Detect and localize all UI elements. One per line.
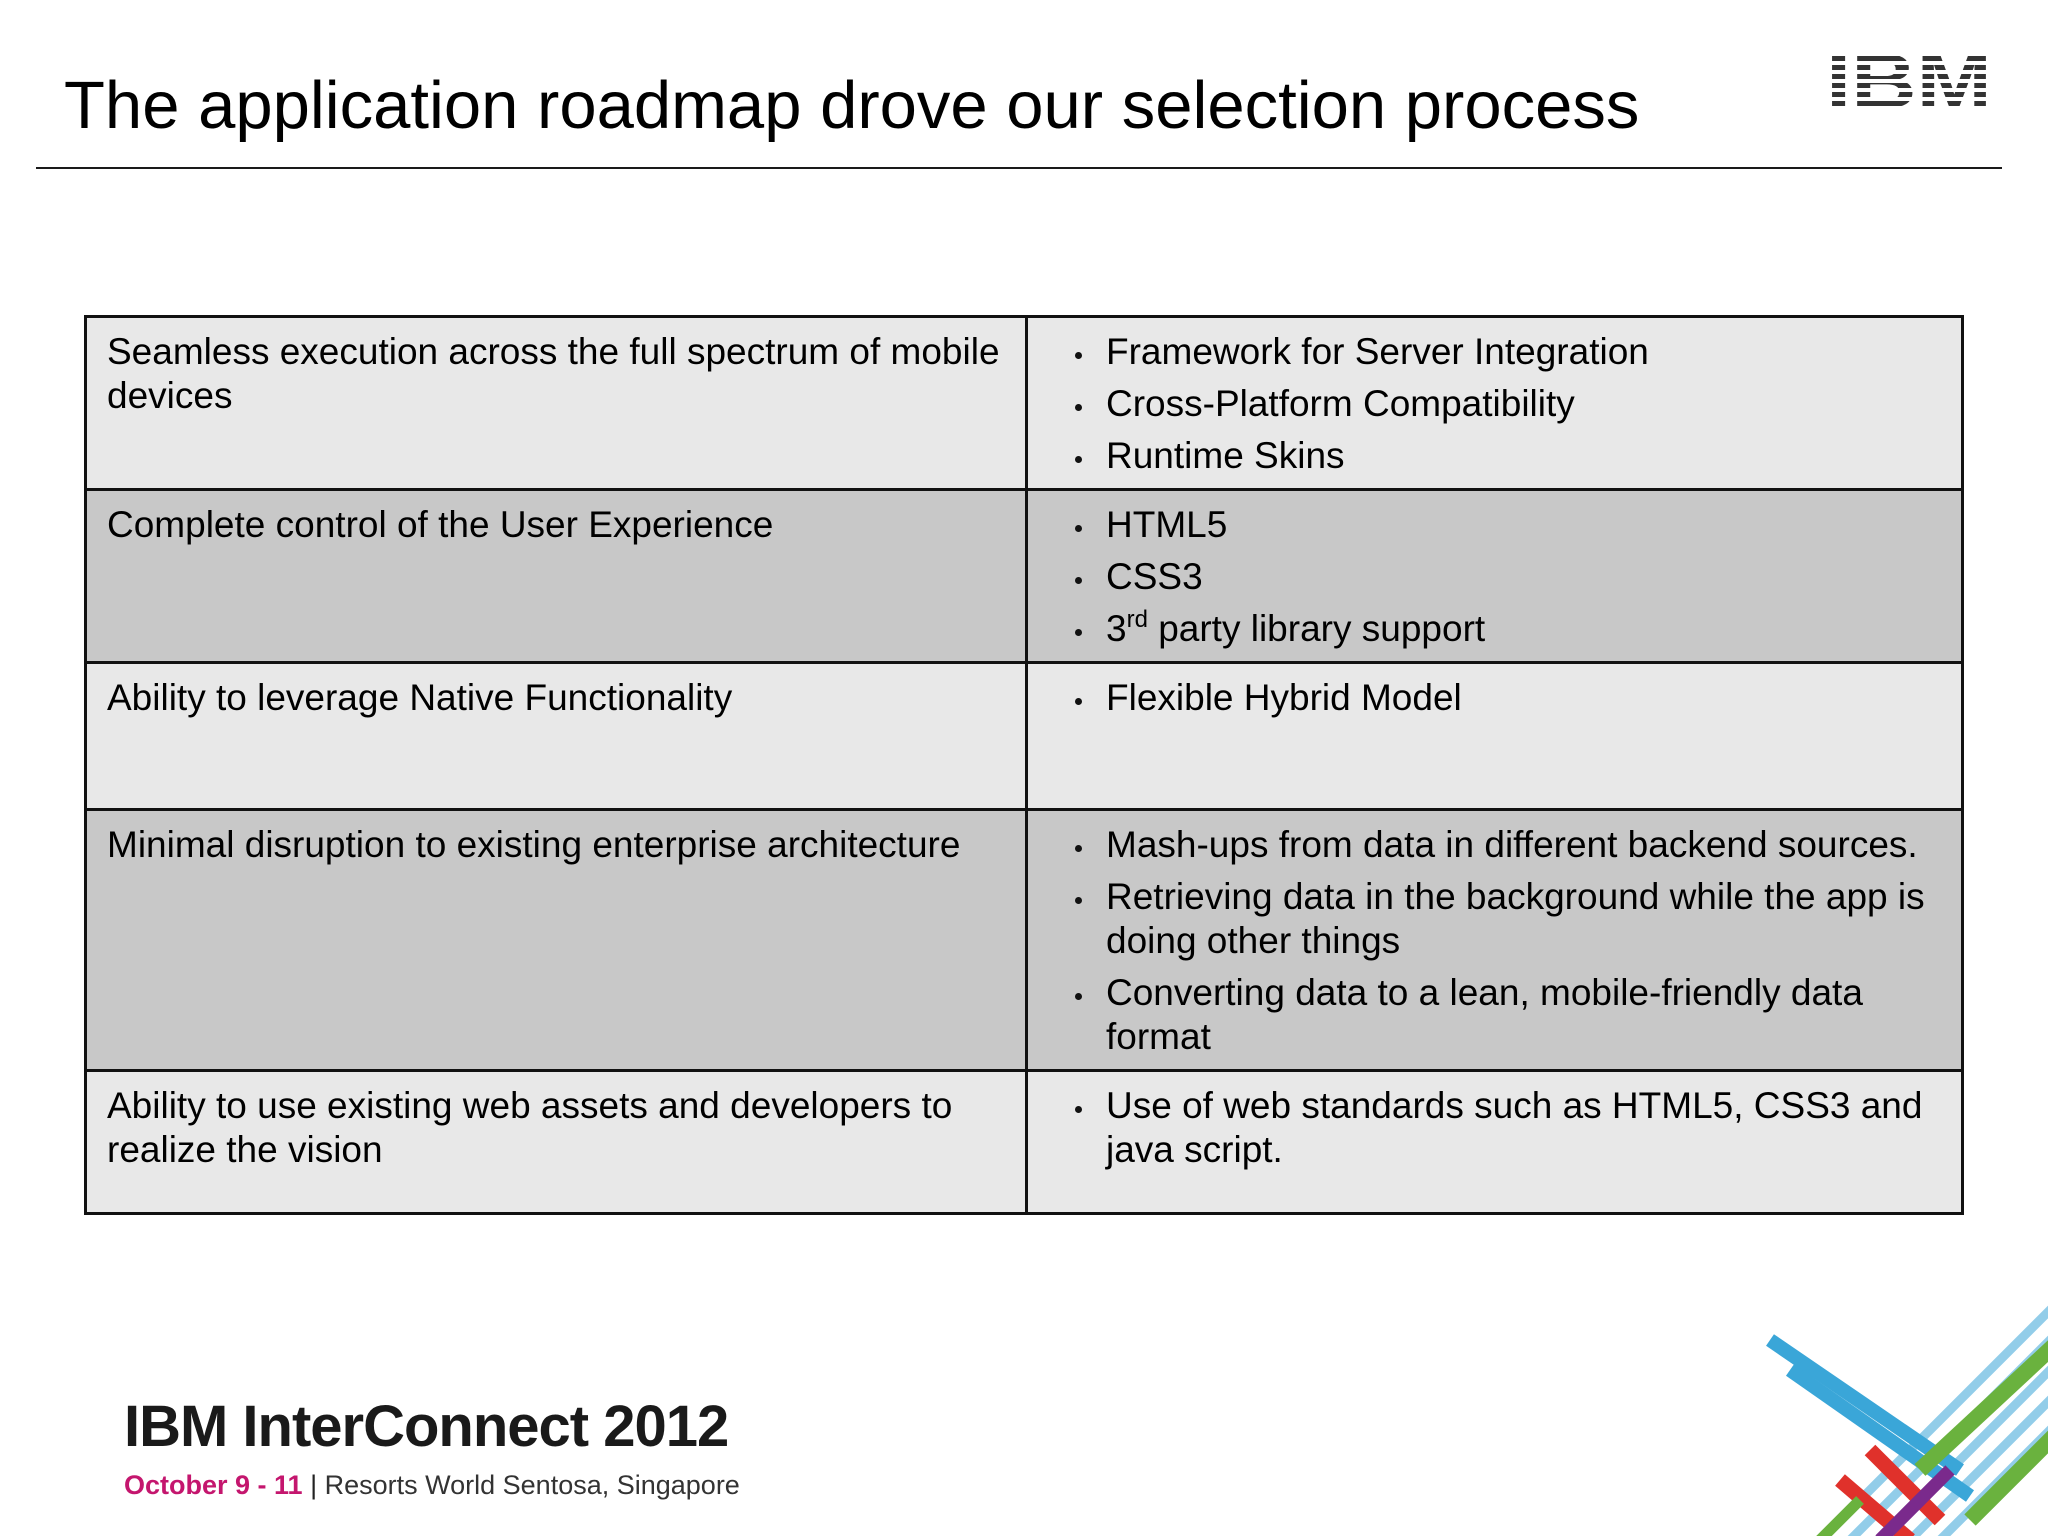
feature-item: Retrieving data in the background while the app is doing other things <box>1048 875 1941 963</box>
requirement-cell: Ability to leverage Native Functionality <box>86 663 1027 810</box>
event-venue: Resorts World Sentosa, Singapore <box>324 1470 740 1500</box>
feature-item: Converting data to a lean, mobile-friendly data format <box>1048 971 1941 1059</box>
table-row <box>86 810 1963 1071</box>
event-separator: | <box>302 1470 325 1500</box>
event-details <box>124 1469 740 1501</box>
feature-item: CSS3 <box>1048 555 1941 599</box>
ordinal-superscript: rd <box>1126 606 1148 633</box>
slide-title: The application roadmap drove our selection process <box>64 68 1640 143</box>
feature-list <box>1048 676 1941 720</box>
features-cell <box>1027 663 1963 810</box>
features-cell <box>1027 1071 1963 1214</box>
feature-list <box>1048 330 1941 478</box>
table-row <box>86 663 1963 810</box>
feature-item: Runtime Skins <box>1048 434 1941 478</box>
event-dates: October 9 - 11 <box>124 1470 303 1500</box>
table-row <box>86 490 1963 663</box>
feature-item: Framework for Server Integration <box>1048 330 1941 374</box>
feature-item: Cross-Platform Compatibility <box>1048 382 1941 426</box>
ibm-logo <box>1824 44 1996 118</box>
feature-text-prefix: 3 <box>1106 608 1127 649</box>
requirement-cell: Complete control of the User Experience <box>86 490 1027 663</box>
table-row <box>86 317 1963 490</box>
feature-item: HTML5 <box>1048 503 1941 547</box>
features-cell <box>1027 317 1963 490</box>
feature-text-suffix: party library support <box>1147 608 1486 649</box>
feature-item: Mash-ups from data in different backend sources. <box>1048 823 1941 867</box>
feature-item <box>1048 607 1941 651</box>
feature-item: Use of web standards such as HTML5, CSS3 and java script. <box>1048 1084 1941 1172</box>
requirement-cell: Minimal disruption to existing enterprise architecture <box>86 810 1027 1071</box>
decorative-ribbons <box>1760 1270 2048 1536</box>
event-branding <box>124 1395 740 1501</box>
title-divider <box>36 167 2002 169</box>
roadmap-table <box>84 315 1964 1215</box>
requirement-cell: Seamless execution across the full spectrum of mobile devices <box>86 317 1027 490</box>
requirement-cell: Ability to use existing web assets and developers to realize the vision <box>86 1071 1027 1214</box>
feature-list <box>1048 503 1941 651</box>
feature-list <box>1048 1084 1941 1172</box>
table-row <box>86 1071 1963 1214</box>
feature-item: Flexible Hybrid Model <box>1048 676 1941 720</box>
features-cell <box>1027 810 1963 1071</box>
features-cell <box>1027 490 1963 663</box>
feature-list <box>1048 823 1941 1059</box>
event-name: IBM InterConnect 2012 <box>124 1394 729 1459</box>
